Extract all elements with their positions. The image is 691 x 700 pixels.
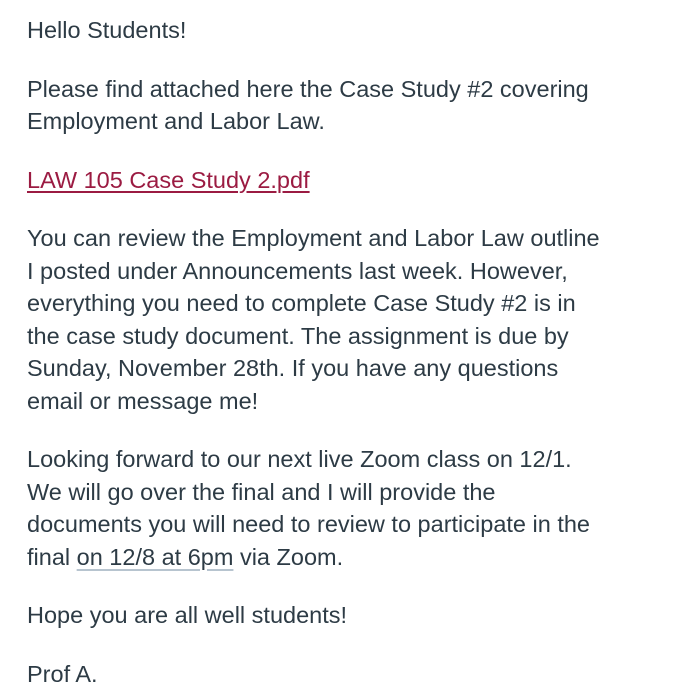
attachment-paragraph [27,164,691,197]
text-line: the case study document. The assignment is due by [27,322,569,349]
text-line: everything you need to complete Case Study #2 is in [27,290,576,316]
text-line: Please find attached here the Case Study #2 covering [27,75,589,102]
text-line: I posted under Announcements last week. However, [27,257,568,284]
closing: Hope you are all well students! [27,602,348,628]
text-line: We will go over the final and I will provide the [27,478,496,505]
attachment-link[interactable]: LAW 105 Case Study 2.pdf [27,166,310,193]
text-line: Employment and Labor Law. [27,108,325,134]
text-line: You can review the Employment and Labor Law outline [27,225,600,251]
text-line: documents you will need to review to participate in the [27,511,591,537]
signature: Prof A. [27,660,98,687]
intro-paragraph [27,73,691,138]
greeting: Hello Students! [27,17,187,43]
text-line: final on 12/8 at 6pm via Zoom. [27,543,344,570]
instructions-paragraph [27,222,691,417]
text-line: Looking forward to our next live Zoom class on 12/1. [27,446,572,472]
date-link[interactable]: on 12/8 at 6pm [76,543,234,570]
text-line: email or message me! [27,387,259,414]
text-line: Sunday, November 28th. If you have any questions [27,355,559,381]
zoom-class-paragraph [27,443,691,573]
